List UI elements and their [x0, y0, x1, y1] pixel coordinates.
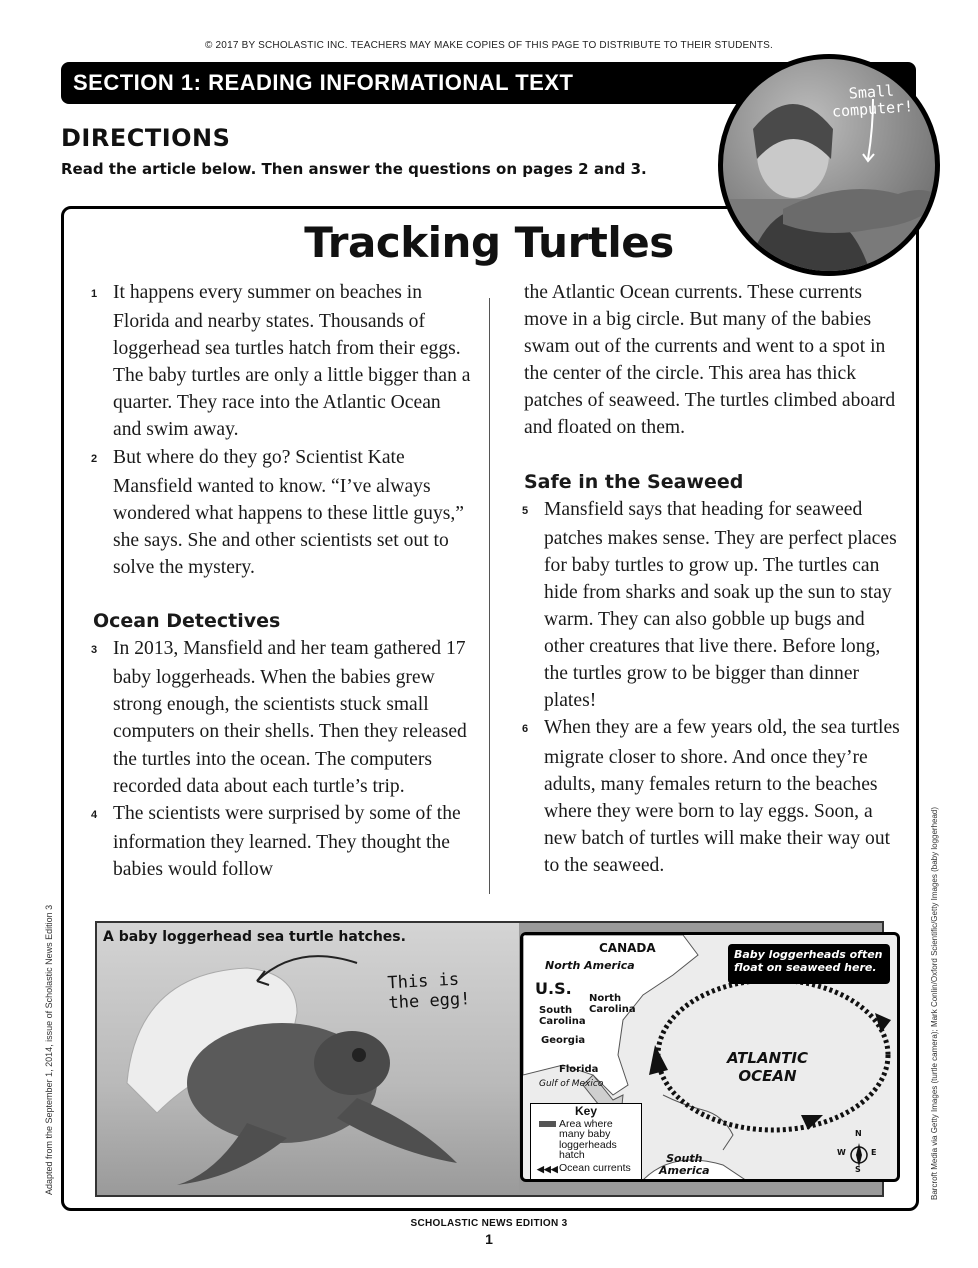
paragraph-number: 4 [91, 808, 98, 821]
paragraph-number: 1 [91, 288, 98, 300]
directions-title: DIRECTIONS [61, 124, 231, 152]
label-canada: CANADA [599, 941, 656, 955]
photo-label [821, 81, 923, 122]
label-south-america [659, 1153, 710, 1177]
paragraph-text: But where do they go? Scientist Kate Mansfield wanted to know. “I’ve always wondered what happens to these little guys,” she says. She and other scientists set out to solve the mystery. [113, 446, 464, 578]
footer-brand: SCHOLASTIC NEWS EDITION 3 [410, 1218, 568, 1229]
paragraph-5 [524, 496, 904, 715]
article-title: Tracking Turtles [304, 218, 674, 267]
article-column-right [524, 279, 904, 879]
key-row-hatch-area [531, 1119, 641, 1161]
paragraph-text: Mansfield says that heading for seaweed patches makes sense. They are perfect places for baby turtles to grow up. The turtles can hide from sharks and soak up the sun to stay warm. They can also gobble up bugs and other creatures that live there. Before long, the turtles grow to be bigger than dinner plates! [544, 498, 897, 712]
directions-text: Read the article below. Then answer the questions on pages 2 and 3. [61, 160, 647, 178]
key-title: Key [574, 1104, 597, 1118]
map-key [530, 1103, 642, 1180]
paragraph-text: The scientists were surprised by some of the information they learned. They thought the babies would follow [113, 802, 461, 880]
label-north-america: North America [545, 959, 635, 972]
label-south-carolina-2: Carolina [539, 1016, 586, 1027]
paragraph-4 [93, 800, 473, 883]
egg-note [387, 970, 479, 1014]
paragraph-1 [93, 279, 473, 444]
photo-label-line1: Small [848, 81, 895, 103]
copyright-notice: © 2017 BY SCHOLASTIC INC. TEACHERS MAY MAKE COPIES OF THIS PAGE TO DISTRIBUTE TO THEIR STUDENTS. [205, 40, 773, 51]
label-south-carolina-1: South [539, 1005, 573, 1016]
current-arrow-icon: ◀◀◀ [537, 1163, 558, 1174]
heading-ocean-detectives: Ocean Detectives [93, 610, 281, 633]
egg-note-line2: the egg! [388, 988, 471, 1013]
article-column-left [93, 279, 473, 883]
photo-credits: Barcroft Media via Getty Images (turtle camera); Mark Conlin/Oxford Scientific/Getty Images (baby loggerhead) [930, 806, 939, 1200]
turtle-photo [97, 923, 519, 1195]
paragraph-text: When they are a few years old, the sea turtles migrate closer to shore. And once they’re adults, many females return to the beaches where they were born to lay eggs. Soon, a new batch of turtles will make their way out to the seaweed. [544, 717, 900, 876]
image-caption: A baby loggerhead sea turtle hatches. [103, 929, 406, 945]
label-south: South [666, 1152, 703, 1165]
label-atlantic-ocean [727, 1049, 808, 1085]
compass-s: S [855, 1165, 861, 1174]
hatch-area-swatch [539, 1121, 556, 1127]
label-georgia: Georgia [541, 1035, 586, 1046]
key-row-currents [531, 1163, 641, 1174]
label-us: U.S. [535, 979, 572, 998]
paragraph-text: In 2013, Mansfield and her team gathered 17 baby loggerheads. When the babies grew strong enough, the scientists stuck small computers on their shells. Then they released the turtles into the ocean. The computers recorded data about each turtle’s trip. [113, 638, 467, 797]
paragraph-4-continued: the Atlantic Ocean currents. These currents move in a big circle. But many of the babies swam out of the currents and went to a spot in the center of the circle. This area has thick patches of seaweed. The turtles climbed aboard and floated on them. [524, 282, 896, 439]
compass-e: E [871, 1148, 877, 1157]
paragraph-number: 6 [522, 723, 529, 736]
compass-w: W [837, 1148, 846, 1157]
paragraph-number: 2 [91, 452, 98, 465]
egg-note-line1: This is [386, 969, 460, 994]
paragraph-number: 5 [522, 504, 529, 517]
page-number: 1 [485, 1231, 493, 1247]
heading-safe-in-seaweed: Safe in the Seaweed [524, 470, 744, 493]
label-south-carolina [539, 1005, 586, 1027]
paragraph-text: It happens every summer on beaches in Florida and nearby states. Thousands of loggerhead sea turtles hatch from their eggs. The baby turtles are only a little bigger than a quarter. They race into the Atlantic Ocean and swim away. [113, 282, 471, 441]
turtle-illustration [97, 923, 519, 1195]
paragraph-number: 3 [91, 644, 98, 657]
label-north-carolina-1: North [589, 993, 622, 1004]
column-divider [489, 298, 490, 894]
label-america: America [659, 1164, 710, 1177]
label-atlantic: ATLANTIC [727, 1049, 808, 1067]
label-ocean: OCEAN [738, 1067, 797, 1085]
key-currents-text: Ocean currents [559, 1161, 631, 1174]
label-florida: Florida [559, 1064, 599, 1075]
paragraph-6 [524, 714, 904, 879]
paragraph-2 [93, 444, 473, 581]
compass-n: N [855, 1129, 862, 1138]
section-title: SECTION 1: READING INFORMATIONAL TEXT [73, 70, 574, 95]
paragraph-3 [93, 635, 473, 800]
photo-label-line2: computer! [831, 97, 914, 122]
source-credit: Adapted from the September 1, 2014, issue of Scholastic News Edition 3 [44, 904, 54, 1195]
map-callout: Baby loggerheads often float on seaweed here. [728, 944, 890, 984]
label-gulf-of-mexico: Gulf of Mexico [539, 1079, 604, 1089]
label-north-carolina-2: Carolina [589, 1004, 636, 1015]
label-north-carolina [589, 993, 636, 1015]
key-hatch-area-text: Area where many baby loggerheads hatch [559, 1117, 617, 1161]
